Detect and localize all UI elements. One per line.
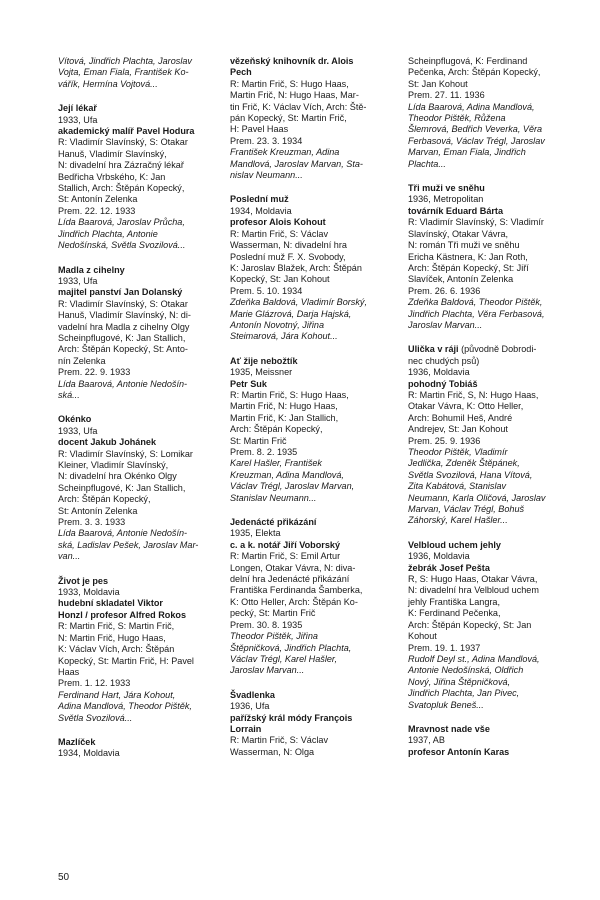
film-role: továrník Eduard Bárta [408, 205, 504, 216]
film-credits: R: Martin Frič, S, N: Hugo Haas, Otakar Vávra, K: Otto Heller, Arch: Bohumil Heš, André Andrejev, St: Jan Kohout Prem. 25. 9. 1936 [408, 389, 539, 446]
film-year-studio: 1936, Moldavia [408, 551, 470, 562]
film-role: docent Jakub Johánek [58, 437, 157, 448]
film-year-studio: 1936, Metropolitan [408, 194, 484, 205]
film-entry [58, 576, 226, 724]
film-cast: Zdeňka Baldová, Theodor Pištěk, Jindřich Plachta, Věra Ferbasová, Jaroslav Marvan... [408, 297, 545, 330]
film-entry [408, 540, 576, 711]
film-entry [230, 356, 398, 504]
text-column-2 [230, 56, 398, 771]
film-credits: R: Martin Frič, S: Václav Wasserman, N: divadelní hra Poslední muž F. X. Svobody, K: Jaroslav Blažek, Arch: Štěpán Kopecký, St: Jan Kohout Prem. 5. 10. 1934 [230, 228, 362, 296]
text-column-3 [408, 56, 576, 771]
text-column-1 [58, 56, 226, 773]
film-title: Ulička v ráji [408, 344, 459, 355]
film-year-studio: 1933, Moldavia [58, 587, 120, 598]
film-cast: Zdeňka Baldová, Vladimír Borský, Marie Glázrová, Darja Hajská, Antonín Novotný, Jiřina Steimarová, Jára Kohout... [230, 297, 367, 342]
film-role: majitel panství Jan Dolanský [58, 287, 183, 298]
film-title: Poslední muž [230, 194, 289, 205]
film-role: akademický malíř Pavel Hodura [58, 126, 195, 137]
film-year-studio: 1934, Moldavia [58, 748, 120, 759]
continued-film-credits: Scheinpflugová, K: Ferdinand Pečenka, Arch: Štěpán Kopecký, St: Jan Kohout Prem. 27. 11. 1936 [408, 56, 541, 101]
film-title-note: (původně Dobrodi- nec chudých psů) [408, 344, 537, 366]
film-credits: R: Martin Frič, S: Emil Artur Longen, Otakar Vávra, N: diva- delní hra Jedenácté přikázání Františka Ferdinanda Šamberka, K: Otto Heller, Arch: Štěpán Ko- pecký, St: Martin Frič Prem. 30. 8. 1935 [230, 551, 363, 630]
film-entry [408, 183, 576, 331]
film-role: profesor Antonín Karas [408, 746, 510, 757]
film-cast: Ferdinand Hart, Jára Kohout, Adina Mandlová, Theodor Pištěk, Světla Svozilová... [58, 689, 192, 723]
film-cast: Lída Baarová, Antonie Nedošín- ská... [58, 378, 188, 400]
film-cast: Theodor Pištěk, Vladimír Jedlička, Zdeněk Štěpánek, Světla Svozilová, Hana Vítová, Zita Kabátová, Stanislav Neumann, Karla Oličová, Jaroslav Marvan, Václav Trégl, Bohuš Záhorský, Karel Hašler... [408, 447, 546, 526]
film-credits: R: Vladimír Slavínský, S: Vladimír Slavínský, Otakar Vávra, N: román Tři muži ve sněhu Ericha Kästnera, K: Jan Roth, Arch: Štěpán Kopecký, St: Jiří Slavíček, Antonín Zelenka Prem. 26. 6. 1936 [408, 217, 544, 296]
film-entry [230, 194, 398, 342]
continued-cast-list: Lída Baarová, Adina Mandlová, Theodor Pištěk, Růžena Šlemrová, Bedřich Veverka, Věra Ferbasová, Václav Trégl, Jaroslav Marvan, Eman Fiala, Jindřich Plachta... [408, 101, 545, 169]
film-entry [408, 724, 576, 758]
film-entry [58, 103, 226, 251]
film-year-studio: 1936, Ufa [230, 701, 270, 712]
page-number: 50 [58, 872, 70, 883]
film-role: hudební skladatel Viktor Honzl / profesor Alfred Rokos [58, 598, 186, 620]
film-cast: Rudolf Deyl st., Adina Mandlová, Antonie Nedošínská, Oldřich Nový, Jiřina Štěpničková, Jindřich Plachta, Jan Pivec, Svatopluk Beneš... [408, 653, 540, 710]
film-title: Jedenácté přikázání [230, 517, 317, 528]
film-entry [230, 690, 398, 758]
film-role: žebrák Josef Pešta [408, 562, 490, 573]
film-year-studio: 1934, Moldavia [230, 205, 292, 216]
film-title: Mravnost nade vše [408, 723, 490, 734]
film-title: Ať žije nebožtík [230, 355, 298, 366]
film-year-studio: 1936, Moldavia [408, 367, 470, 378]
film-role: Petr Suk [230, 378, 267, 389]
film-role: profesor Alois Kohout [230, 217, 326, 228]
film-entry [58, 414, 226, 562]
film-role: c. a k. notář Jiří Voborský [230, 539, 341, 550]
film-title: Okénko [58, 414, 92, 425]
continued-cast-list: Vítová, Jindřich Plachta, Jaroslav Vojta, Eman Fiala, František Ko- vářík, Hermína Vojtová... [58, 56, 192, 89]
film-credits: R: Vladimír Slavínský, S: Lomikar Kleiner, Vladimír Slavínský, N: divadelní hra Okénko Olgy Scheinpflugové, K: Jan Stallich, Arch: Štěpán Kopecký, St: Antonín Zelenka Prem. 3. 3. 1933 [58, 448, 193, 528]
film-credits: R: Martin Frič, S: Václav Wasserman, N: Olga [230, 735, 329, 757]
film-title-line [408, 344, 576, 367]
film-cast: Lída Baarová, Jaroslav Průcha, Jindřich Plachta, Antonie Nedošínská, Světla Svozilová... [58, 217, 186, 251]
film-title: Tři muži ve sněhu [408, 183, 485, 194]
continued-film-credits: R: Martin Frič, S: Hugo Haas, Martin Frič, N: Hugo Haas, Mar- tin Frič, K: Václav Vích, Arch: Ště- pán Kopecký, St: Martin Frič, H: Pavel Haas Prem. 23. 3. 1934 [230, 78, 367, 146]
film-title: Její lékař [58, 103, 97, 114]
film-credits: R: Martin Frič, S: Hugo Haas, Martin Frič, N: Hugo Haas, Martin Frič, K: Jan Stallich, Arch: Štěpán Kopecký, St: Martin Frič Prem. 8. 2. 1935 [230, 389, 349, 457]
film-entry [408, 344, 576, 527]
film-cast: Lída Baarová, Antonie Nedošín- ská, Ladislav Pešek, Jaroslav Mar- van... [58, 528, 199, 562]
film-title: Švadlenka [230, 689, 275, 700]
film-credits: R: Vladimír Slavínský, S: Otakar Hanuš, Vladimír Slavínský, N: di- vadelní hra Madla z cihelny Olgy Scheinpflugové, K: Jan Stallich, Arch: Štěpán Kopecký, St: Anto- nín Zelenka Prem. 22. 9. 1933 [58, 298, 191, 378]
film-role: pohodný Tobiáš [408, 378, 478, 389]
film-title: Mazlíček [58, 736, 96, 747]
film-entry [58, 737, 226, 760]
film-cast: Theodor Pištěk, Jiřina Štěpničková, Jindřich Plachta, Václav Trégl, Karel Hašler, Jaroslav Marvan... [230, 631, 352, 676]
film-credits: R: Martin Frič, S: Martin Frič, N: Martin Frič, Hugo Haas, K: Václav Vích, Arch: Štěpán Kopecký, St: Martin Frič, H: Pavel Haas Prem. 1. 12. 1933 [58, 621, 194, 689]
film-entry [58, 265, 226, 402]
film-entry [230, 517, 398, 677]
film-year-studio: 1935, Elekta [230, 528, 281, 539]
film-year-studio: 1933, Ufa [58, 275, 98, 286]
film-cast: Karel Hašler, František Kreuzman, Adina Mandlová, Václav Trégl, Jaroslav Marvan, Stanislav Neumann... [230, 458, 355, 503]
film-year-studio: 1937, AB [408, 735, 445, 746]
film-credits: R: Vladimír Slavínský, S: Otakar Hanuš, Vladimír Slavínský, N: divadelní hra Zázračný lékař Bedřicha Vrbského, K: Jan Stallich, Arch: Štěpán Kopecký, St: Antonín Zelenka Prem. 22. 12. 1933 [58, 137, 188, 216]
film-year-studio: 1933, Ufa [58, 425, 98, 436]
continued-film-role: vězeňský knihovník dr. Alois Pech [230, 56, 354, 78]
film-title: Velbloud uchem jehly [408, 539, 501, 550]
film-role: pařížský král módy François Lorrain [230, 712, 353, 734]
continued-cast-list: František Kreuzman, Adina Mandlová, Jaroslav Marvan, Sta- nislav Neumann... [230, 147, 363, 181]
film-year-studio: 1933, Ufa [58, 114, 98, 125]
film-title: Život je pes [58, 575, 109, 586]
film-credits: R, S: Hugo Haas, Otakar Vávra, N: divadelní hra Velbloud uchem jehly Františka Langra, K: Ferdinand Pečenka, Arch: Štěpán Kopecký, St: Jan Kohout Prem. 19. 1. 1937 [408, 574, 539, 653]
film-title: Madla z cihelny [58, 264, 125, 275]
film-year-studio: 1935, Meissner [230, 367, 293, 378]
